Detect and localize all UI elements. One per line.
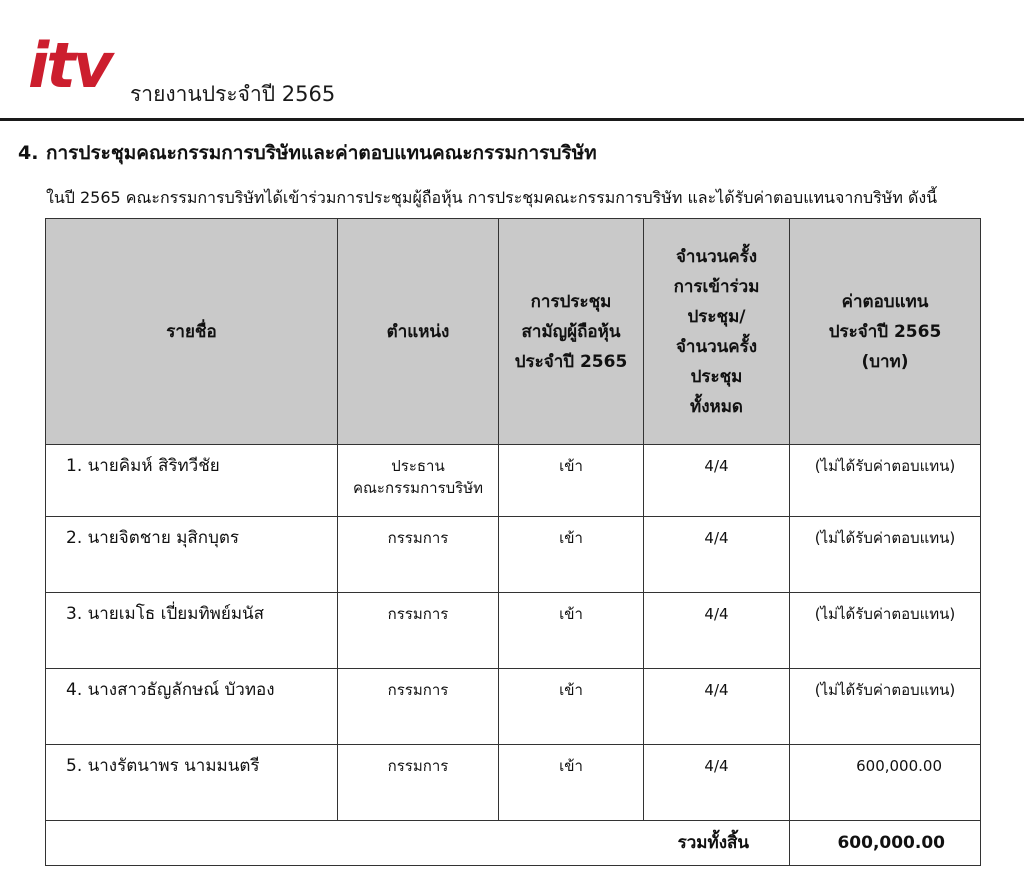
col-header-name — [46, 219, 338, 445]
director-position — [338, 593, 499, 669]
header-line: ตำแหน่ง — [386, 321, 450, 342]
header-line: สามัญผู้ถือหุ้น — [521, 321, 621, 342]
position-line: กรรมการ — [387, 605, 449, 623]
table-row — [46, 669, 981, 745]
director-name: 5. นางรัตนาพร นามมนตรี — [46, 745, 338, 821]
meeting-attendance-count: 4/4 — [644, 517, 790, 593]
director-fee: (ไม่ได้รับค่าตอบแทน) — [790, 593, 981, 669]
table-row — [46, 445, 981, 517]
meeting-attendance-count: 4/4 — [644, 745, 790, 821]
col-header-fee — [790, 219, 981, 445]
director-position — [338, 745, 499, 821]
table-row — [46, 745, 981, 821]
section-heading — [18, 140, 597, 166]
col-header-attendance — [644, 219, 790, 445]
meeting-attendance-count: 4/4 — [644, 593, 790, 669]
agm-attendance: เข้า — [499, 745, 644, 821]
total-label: รวมทั้งสิ้น — [46, 821, 790, 866]
section-title: การประชุมคณะกรรมการบริษัทและค่าตอบแทนคณะกรรมการบริษัท — [46, 142, 597, 164]
director-position — [338, 669, 499, 745]
director-name: 4. นางสาวธัญลักษณ์ บัวทอง — [46, 669, 338, 745]
director-fee: (ไม่ได้รับค่าตอบแทน) — [790, 669, 981, 745]
agm-attendance: เข้า — [499, 593, 644, 669]
logo-text: itv — [28, 29, 111, 102]
director-fee: (ไม่ได้รับค่าตอบแทน) — [790, 517, 981, 593]
director-name: 2. นายจิตชาย มุสิกบุตร — [46, 517, 338, 593]
col-header-agm — [499, 219, 644, 445]
header-line: ประชุม — [690, 366, 743, 387]
meeting-attendance-count: 4/4 — [644, 445, 790, 517]
section-intro: ในปี 2565 คณะกรรมการบริษัทได้เข้าร่วมการประชุมผู้ถือหุ้น การประชุมคณะกรรมการบริษัท และได้รับค่าตอบแทนจากบริษัท ดังนี้ — [46, 188, 938, 207]
itv-logo — [28, 28, 124, 104]
meeting-attendance-count: 4/4 — [644, 669, 790, 745]
position-line: คณะกรรมการบริษัท — [352, 479, 483, 497]
position-line: กรรมการ — [387, 529, 449, 547]
header-divider — [0, 118, 1024, 121]
position-line: กรรมการ — [387, 681, 449, 699]
header-line: ค่าตอบแทน — [841, 291, 929, 312]
col-header-position — [338, 219, 499, 445]
director-position — [338, 517, 499, 593]
header-line: ประจำปี 2565 — [828, 321, 942, 342]
director-fee: 600,000.00 — [790, 745, 981, 821]
position-line: กรรมการ — [387, 757, 449, 775]
table-total-row — [46, 821, 981, 866]
table-header-row — [46, 219, 981, 445]
section-number: 4. — [18, 142, 39, 164]
position-line: ประธาน — [391, 457, 445, 475]
header-line: (บาท) — [861, 351, 909, 372]
table-row — [46, 517, 981, 593]
table-row — [46, 593, 981, 669]
header-line: ทั้งหมด — [690, 396, 743, 417]
header-line: ประจำปี 2565 — [514, 351, 628, 372]
director-fee: (ไม่ได้รับค่าตอบแทน) — [790, 445, 981, 517]
report-header — [0, 0, 1024, 120]
report-title: รายงานประจำปี 2565 — [130, 82, 336, 106]
board-meeting-table — [45, 218, 981, 866]
header-line: รายชื่อ — [166, 321, 217, 342]
total-value: 600,000.00 — [790, 821, 981, 866]
header-line: จำนวนครั้ง — [675, 336, 758, 357]
header-line: การเข้าร่วม — [673, 276, 760, 297]
header-line: จำนวนครั้ง — [675, 246, 758, 267]
director-name: 3. นายเมโธ เปี่ยมทิพย์มนัส — [46, 593, 338, 669]
agm-attendance: เข้า — [499, 669, 644, 745]
header-line: ประชุม/ — [687, 306, 746, 327]
director-position — [338, 445, 499, 517]
agm-attendance: เข้า — [499, 445, 644, 517]
director-name: 1. นายคิมห์ สิริทวีชัย — [46, 445, 338, 517]
header-line: การประชุม — [530, 291, 612, 312]
agm-attendance: เข้า — [499, 517, 644, 593]
